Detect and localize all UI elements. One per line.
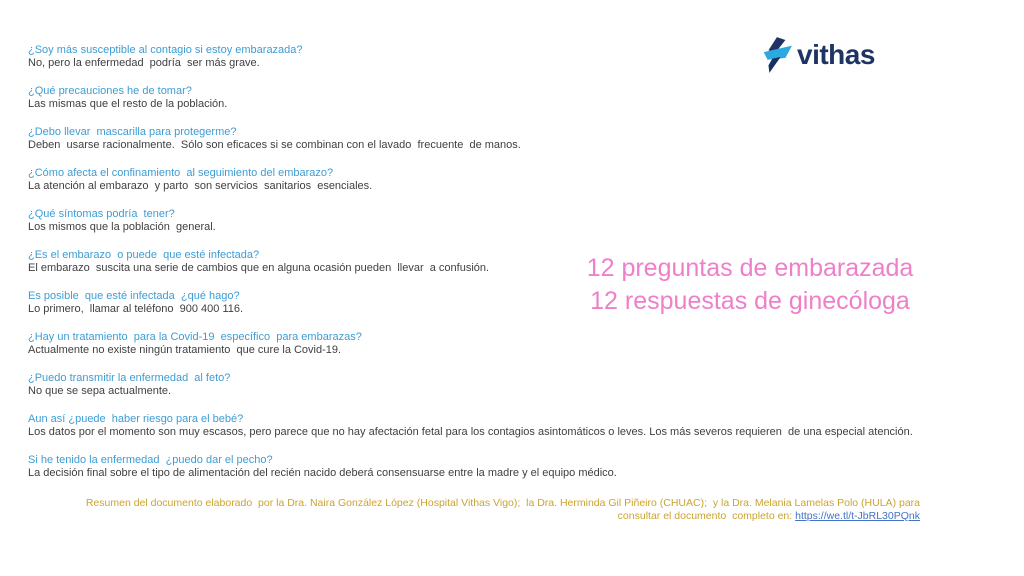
qa-answer: Actualmente no existe ningún tratamiento que cure la Covid-19.: [28, 344, 342, 356]
qa-question: ¿Soy más susceptible al contagio si estoy embarazada?: [28, 44, 303, 56]
qa-answer: Los datos por el momento son muy escasos, pero parece que no hay afectación fetal para los contagios asintomáticos o leves. Los más severos requieren de una especial atención.: [28, 426, 913, 438]
qa-answer: El embarazo suscita una serie de cambios que en alguna ocasión pueden llevar a confusión.: [28, 262, 490, 274]
qa-question: ¿Es el embarazo o puede que esté infectada?: [28, 249, 260, 261]
footer: [20, 497, 920, 523]
callout-line2: 12 respuestas de ginecóloga: [590, 287, 910, 315]
qa-question: ¿Debo llevar mascarilla para protegerme?: [28, 126, 237, 138]
qa-question: ¿Cómo afecta el confinamiento al seguimiento del embarazo?: [28, 167, 334, 179]
qa-question: ¿Puedo transmitir la enfermedad al feto?: [28, 372, 231, 384]
qa-question: ¿Hay un tratamiento para la Covid-19 específico para embarazas?: [28, 331, 362, 343]
qa-item: [28, 167, 1013, 193]
callout-line1: 12 preguntas de embarazada: [586, 254, 914, 282]
qa-item: [28, 454, 1013, 480]
qa-answer: Deben usarse racionalmente. Sólo son eficaces si se combinan con el lavado frecuente de manos.: [28, 139, 521, 151]
footer-credits: Resumen del documento elaborado por la Dra. Naira González López (Hospital Vithas Vigo); la Dra. Herminda Gil Piñeiro (CHUAC); y la Dra. Melania Lamelas Polo (HULA) para: [85, 497, 920, 509]
qa-item: [28, 331, 1013, 357]
qa-answer: Las mismas que el resto de la población.: [28, 98, 228, 110]
qa-question: Si he tenido la enfermedad ¿puedo dar el pecho?: [28, 454, 273, 466]
footer-consult-line: [20, 510, 920, 523]
vithas-logo-text: vithas: [797, 39, 875, 70]
qa-answer: La atención al embarazo y parto son servicios sanitarios esenciales.: [28, 180, 373, 192]
qa-item: [28, 413, 1013, 439]
qa-answer: Los mismos que la población general.: [28, 221, 216, 233]
qa-question: Es posible que esté infectada ¿qué hago?: [28, 290, 240, 302]
qa-answer: Lo primero, llamar al teléfono 900 400 116.: [28, 303, 244, 315]
qa-item: [28, 372, 1013, 398]
qa-answer: No, pero la enfermedad podría ser más grave.: [28, 57, 260, 69]
qa-item: [28, 44, 1013, 70]
qa-question: ¿Qué precauciones he de tomar?: [28, 85, 192, 97]
qa-question: Aun así ¿puede haber riesgo para el bebé?: [28, 413, 244, 425]
qa-answer: No que se sepa actualmente.: [28, 385, 172, 397]
qa-item: [28, 85, 1013, 111]
qa-answer: La decisión final sobre el tipo de alimentación del recién nacido deberá consensuarse entre la madre y el equipo médico.: [28, 467, 617, 479]
callout: [575, 252, 925, 318]
qa-item: [28, 126, 1013, 152]
document-link[interactable]: https://we.tl/t-JbRL30PQnk: [795, 510, 920, 522]
footer-consult-text: consultar el documento completo en:: [617, 510, 796, 522]
qa-item: [28, 208, 1013, 234]
qa-question: ¿Qué síntomas podría tener?: [28, 208, 175, 220]
